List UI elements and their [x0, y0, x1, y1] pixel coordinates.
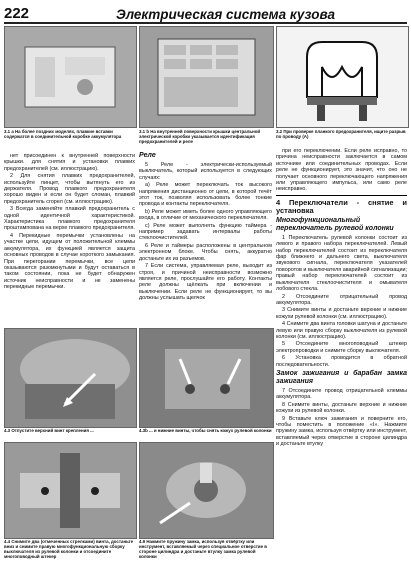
caption-4-9: 4.9 Нажмите пружину замка, используя отвёртку или инструмент, вставляемый через специальное отверстие в стороне цилиндра и достаньте втулку замка рулевой колонки: [139, 539, 267, 559]
photo-multifunction-switch-removal: [4, 442, 137, 539]
section-heading-switches: 4 Переключатели - снятие и установка: [276, 195, 407, 215]
paragraph: 2 Отсоедините отрицательный провод аккумулятора.: [276, 293, 407, 306]
paragraph: 9 Вставьте ключ зажигания и поверните его, чтобы поместить в положение «I». Нажмите пружину замка, используя отвёртку или инструмент, вставляемый через отверстие в стороне цилиндра и достаньте втулку: [276, 415, 407, 448]
caption-3-2: 3.2 При проверке планкого предохранителя, ищите разрыв по проводу (А): [276, 129, 406, 139]
photo-relay-cover-label: [139, 26, 274, 128]
subheading-relays: Реле: [139, 152, 156, 159]
page-number: 222: [4, 5, 30, 22]
column-3-text: [276, 148, 407, 566]
caption-3-1b: 3.1 b На внутренней поверхности крышки центральной электрической коробки указывается идентификация предохранителей и реле: [139, 129, 261, 144]
photo-steering-cover-lower-screws: [139, 328, 274, 428]
paragraph: 2 Для снятия плавких предохранителей, используйте пинцет, чтобы вытянуть его из держателя. Провод плавкого предохранителя хорошо виден и если он будет сломан, плавкий предохранитель сгорел (см. иллюстрацию).: [4, 173, 135, 205]
caption-3-1a: 3.1 а На более поздних моделях, плавкие вставки содержатся в соединительной коробке аккумулятора: [4, 129, 122, 139]
paragraph: 6 Реле и таймеры расположены в центральном электронном блоке. Чтобы снять, аккуратно достаньте их из разъемов.: [139, 242, 272, 262]
column-2-text: [139, 150, 272, 325]
chapter-title: Электрическая система кузова: [116, 7, 335, 22]
paragraph: при его переключении. Если реле исправно, то причина неисправности заключается в самом источнике или соединительных проводах. Если реле не функционирует, это значит, что оно не получает основного переключающего напряжения или управляющего импульса, или само реле неисправно.: [276, 148, 407, 193]
paragraph: а) Реле может переключать ток высокого напряжения дистанционно от цепи, в которой течёт этот ток, позволяя использовать более тонкие провода и контакты переключателя.: [139, 182, 272, 208]
paragraph: 4 Перекидные перемычки установлены на участке цепи, идущем от положительной клеммы аккумулятора, их функцией является защита основных проводов в случае короткого замыкания. При перегорании перемычки, все цепи оказываются разомкнутыми и будут оставаться в таком состоянии, пока не будет обнаружен источник неисправности и не заменены перекидные перемычки.: [4, 232, 135, 291]
illustration-fuse-check: [276, 26, 409, 128]
paragraph: 8 Снимите винты, достаньте верхние и нижние кожухи из рулевой колонки.: [276, 401, 407, 415]
subheading-multifunction-switch: Многофункциональный переключатель рулевой колонки: [276, 216, 394, 232]
paragraph: 5 Отсоедините многоповодный штекер электропроводки и снимите сборку выключателя.: [276, 341, 407, 354]
caption-4-3a: 4.3 Отпустите верхний винт крепления ...: [4, 428, 94, 433]
paragraph: 6 Установка проводится в обратной последовательности.: [276, 355, 407, 368]
photo-ignition-lock-cylinder: [139, 442, 274, 539]
subheading-ignition-switch: Замок зажигания и барабан замка зажигания: [276, 369, 407, 385]
caption-4-3b: 4.3b ... и нижние винты, чтобы снять кожух рулевой колонки: [139, 428, 272, 433]
page-header: [4, 2, 407, 24]
photo-fuse-box-battery: [4, 26, 137, 128]
paragraph: 7 Если система, управляемая реле, выходит из строя, и причиной неисправности возможно является реле, прослушайте его работу. Контакты реле должны щёлкать при включении и выключении. Если реле не функционирует, то вы должны услышать щелчок: [139, 263, 272, 302]
paragraph: 5 Реле - электрически-используемый выключатель, который используется в следующих случаях:: [139, 162, 272, 181]
paragraph: 3 Снимите винты и достаньте верхние и нижние кожухи рулевой колонки (см. иллюстрацию).: [276, 307, 407, 320]
paragraph: нет присоединен к внутренней поверхности крышки. для снятия и установки плавких предохранителей (см. иллюстрацию).: [4, 153, 135, 172]
paragraph: 1 Переключатель рулевой колонки состоит из левого и правого набора переключателей. Левый набор переключателей состоит из переключателя фар ближнего и дальнего света, выключателя звукового сигнала, переключателя указателей поворотов и выключателя аварийной сигнализации; правый набор переключателей состоит из выключателя стеклоочистителя и омывателя лобового стекла.: [276, 234, 407, 293]
column-1-text: [4, 153, 135, 323]
paragraph: 7 Отсоедините провод отрицательной клеммы аккумулятора.: [276, 387, 407, 401]
paragraph: b) Реле может иметь более одного управляющего входа, в отличие от механического переключателя.: [139, 208, 272, 222]
caption-4-4: 4.4 Снимите два (отмеченных стрелками) винта, достаньте вниз и снимите правую многофункциональную сборку выключателя из рулевой колонки и отсоедините многоповодный штекер: [4, 539, 134, 559]
paragraph: 4 Снимите два винта головки шатуна и достаньте левую или правую сборку выключателя из рулевой колонки (см. иллюстрацию).: [276, 321, 407, 340]
paragraph: c) Реле может выполнять функцию таймера - например задавать интервалы работы стеклоочистителей.: [139, 222, 272, 242]
photo-steering-cover-upper-screw: [4, 328, 137, 428]
paragraph: 3 Всегда заменяйте плавкий предохранитель с одной идентичной характеристикой. Характеристика плавкого предохранителя проштампована на верхе плавкого предохранителя.: [4, 206, 135, 232]
